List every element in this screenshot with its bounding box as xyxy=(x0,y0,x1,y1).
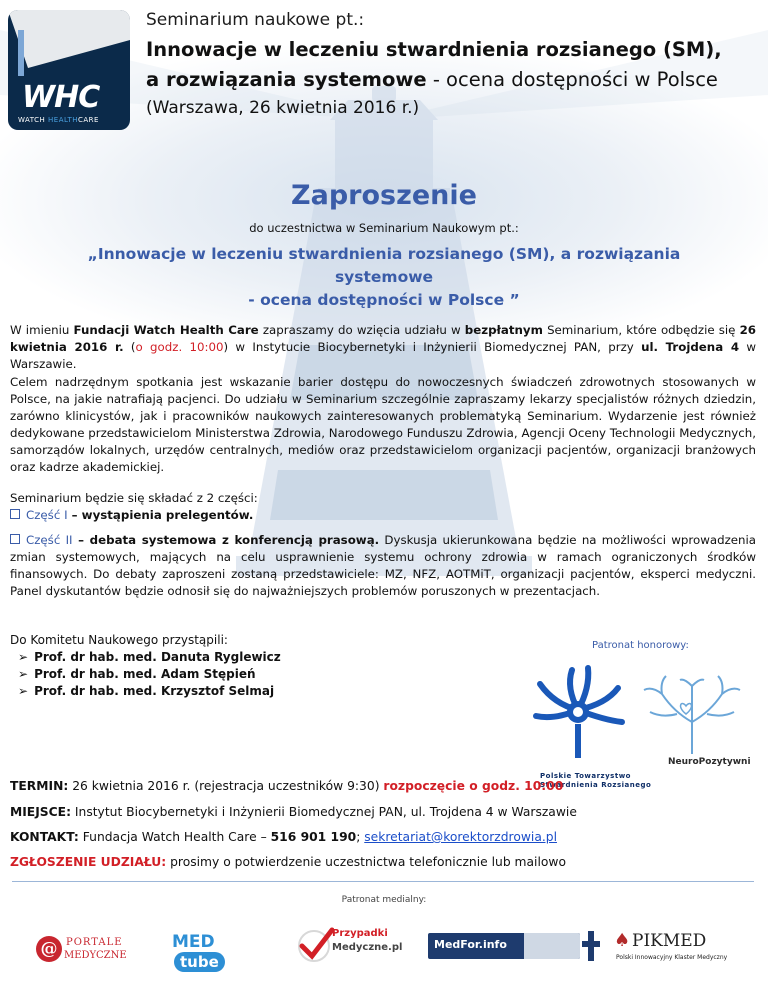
logo-beam-icon xyxy=(8,10,130,80)
kontakt-line: KONTAKT: Fundacja Watch Health Care – 516 901 190; sekretariat@korektorzdrowia.pl xyxy=(10,830,557,844)
committee-member: ➢ Prof. dr hab. med. Krzysztof Selmaj xyxy=(18,684,275,698)
parts-intro: Seminarium będzie się składać z 2 części: xyxy=(10,491,258,505)
divider xyxy=(12,881,754,882)
committee-member: ➢ Prof. dr hab. med. Adam Stępień xyxy=(18,667,256,681)
honorary-patronage-heading: Patronat honorowy: xyxy=(592,640,689,651)
header-pretitle: Seminarium naukowe pt.: xyxy=(146,10,365,30)
arrow-bullet-icon: ➢ xyxy=(18,650,29,664)
checkbox-icon xyxy=(10,534,20,544)
termin-line: TERMIN: 26 kwietnia 2016 r. (rejestracja uczestników 9:30) rozpoczęcie o godz. 10:00 xyxy=(10,779,564,793)
logo-subtitle: WATCH HEALTHCARE xyxy=(18,116,99,124)
watch-health-care-logo xyxy=(8,10,130,130)
part1-item: Część I – wystąpienia prelegentów. xyxy=(10,507,756,524)
portale-medyczne-logo: @ PORTALE MEDYCZNE xyxy=(36,928,128,968)
miejsce-line: MIEJSCE: Instytut Biocybernetyki i Inżynierii Biomedycznej PAN, ul. Trojdena 4 w Warszawie xyxy=(10,805,577,819)
spade-icon: ♠ xyxy=(614,930,631,951)
ptsr-logo-text: Polskie Towarzystwo Stwardnienia Rozsianego xyxy=(540,772,652,789)
committee-list xyxy=(10,632,281,700)
neuropozytywni-logo-text: NeuroPozytywni xyxy=(668,757,751,767)
media-patronage-heading: Patronat medialny: xyxy=(341,895,427,905)
arrow-bullet-icon: ➢ xyxy=(18,684,29,698)
intro-paragraph: W imieniu Fundacji Watch Health Care zapraszamy do wzięcia udziału w bezpłatnym Seminarium, które odbędzie się 26 kwietnia 2016 r. (o godz. 10:00) w Instytucie Biocybernetyki i Inżynierii Biomedycznej PAN, przy ul. Trojdena 4 w Warszawie. xyxy=(10,323,756,371)
checkbox-icon xyxy=(10,509,20,519)
invitation-title: „Innowacje w leczeniu stwardnienia rozsianego (SM), a rozwiązania systemowe - ocena dostępności w Polsce ” xyxy=(87,245,681,309)
ptsr-logo-icon xyxy=(528,662,628,772)
header-title-line2: a rozwiązania systemowe - ocena dostępności w Polsce xyxy=(146,68,718,91)
medfor-cross-icon xyxy=(582,931,600,961)
medfor-logo: MedFor.info xyxy=(428,933,580,959)
committee-member: ➢ Prof. dr hab. med. Danuta Ryglewicz xyxy=(18,650,281,664)
checkmark-icon xyxy=(296,926,334,964)
neuropozytywni-tree-icon xyxy=(632,672,752,756)
arrow-bullet-icon: ➢ xyxy=(18,667,29,681)
invitation-subtitle: do uczestnictwa w Seminarium Naukowym pt.: xyxy=(249,221,519,235)
committee-intro: Do Komitetu Naukowego przystąpili: xyxy=(10,633,228,647)
contact-email-link[interactable]: sekretariat@korektorzdrowia.pl xyxy=(364,830,557,844)
przypadki-medyczne-logo: Przypadki Medyczne.pl xyxy=(296,922,406,966)
zgloszenie-line: ZGŁOSZENIE UDZIAŁU: prosimy o potwierdzenie uczestnictwa telefonicznie lub mailowo xyxy=(10,855,566,869)
part2-item: Część II – debata systemowa z konferencją prasową. Dyskusja ukierunkowana będzie na możliwości wprowadzenia zmian systemowych, mających na celu usprawnienie systemu ochrony zdrowia w ramach ograniczonych środków finansowych. Do debaty zaproszeni zostaną przedstawiciele: MZ, NFZ, AOTMiT, organizacji pacjentów, eksperci medyczni. Panel dyskutantów będzie odnosił się do najważniejszych problemów poruszonych w prezentacjach. xyxy=(10,533,757,598)
header-title-line1: Innowacje w leczeniu stwardnienia rozsianego (SM), xyxy=(146,38,722,61)
at-sign-icon: @ xyxy=(36,936,62,962)
header-date: (Warszawa, 26 kwietnia 2016 r.) xyxy=(146,98,420,118)
purpose-paragraph: Celem nadrzędnym spotkania jest wskazanie barier dostępu do nowoczesnych świadczeń zdrowotnych stosowanych w Polsce, na jakie natrafiają pacjenci. Do udziału w Seminarium szczególnie zapraszamy lekarzy specjalistów różnych dziedzin, zarówno klinicystów, jak i pracowników naukowych zainteresowanych problematyką Seminarium. Wydarzenie jest również dedykowane przedstawicielom Ministerstwa Zdrowia, Narodowego Funduszu Zdrowia, Agencji Oceny Technologii Medycznych, samorządów lokalnych, urzędów centralnych, mediów oraz przedstawicielom organizacji pacjentów, organizacji branżowych oraz kadrze akademickiej. xyxy=(10,375,756,474)
pikmed-logo: ♠ PIKMED Polski Innowacyjny Klaster Medyczny xyxy=(614,930,728,961)
invitation-heading: Zaproszenie xyxy=(291,180,477,211)
medtube-logo: MEDtube xyxy=(172,932,252,964)
logo-wordmark: WHC xyxy=(22,80,100,115)
